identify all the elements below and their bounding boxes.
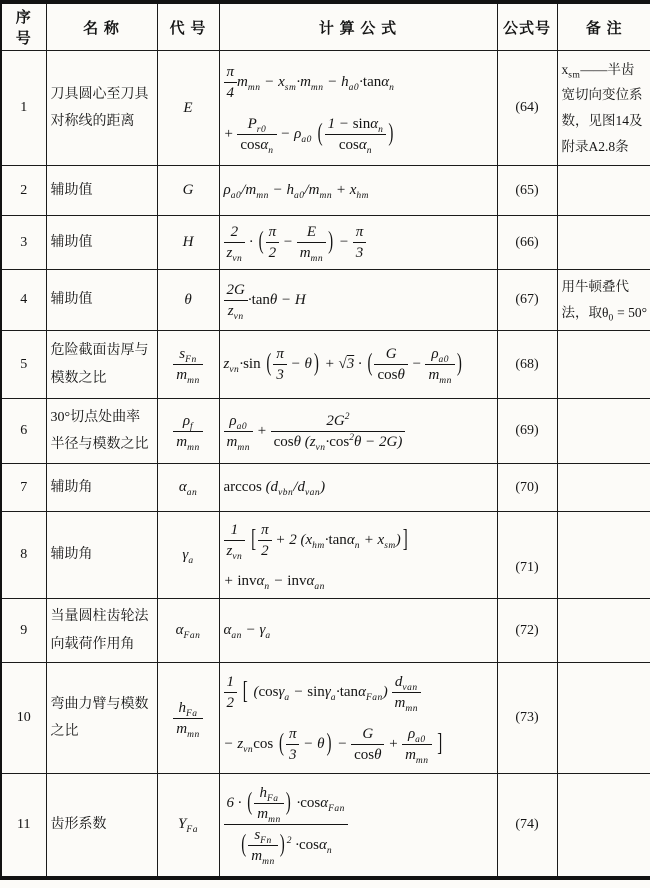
table-row	[1, 464, 650, 512]
remark-cell	[557, 599, 650, 663]
formula-cell	[219, 51, 497, 166]
table-row	[1, 599, 650, 663]
col-header-remark: 备 注	[557, 2, 650, 51]
table-row	[1, 270, 650, 331]
row-number-cell: 6	[1, 399, 46, 464]
formula-line: 6 · ( $h_{Fa}$ $m_{mn}$ ) ·cosα$_{Fan}$ ( $s_{Fn}$ $m_{mn}$ ) $^2$ ·cosα$_n$	[224, 784, 493, 865]
header-row	[1, 2, 650, 51]
formula-line: 2G $z_{vn}$ ·tanθ − H	[224, 281, 493, 320]
formula-number-cell: (70)	[497, 464, 557, 512]
row-number-cell: 3	[1, 216, 46, 270]
col-header-no: 序 号	[1, 2, 46, 51]
formula-line: $\alpha_{an} - \gamma_a$	[223, 622, 271, 641]
formula-number-cell: (64)	[497, 51, 557, 166]
table-row	[1, 399, 650, 464]
col-header-name: 名 称	[46, 2, 157, 51]
table-row	[1, 51, 650, 166]
formula-number-cell: (67)	[497, 270, 557, 331]
symbol-cell: E	[157, 51, 219, 166]
row-number-cell: 10	[1, 663, 46, 774]
formula-number-cell: (65)	[497, 166, 557, 216]
formula-number-cell: (71)	[497, 512, 557, 599]
symbol-cell: $\alpha_{an}$	[157, 464, 219, 512]
remark-cell	[557, 331, 650, 399]
symbol-cell: $h_{Fa}$ $m_{mn}$	[157, 663, 219, 774]
name-cell: 辅助角	[46, 464, 157, 512]
formula-line: $z_{vn}\cdot\sin$ ( $\frac{\pi}{3}$ − θ ) + √3 · ( $\frac{G}{\cos\theta}$ − $\rho_{a0}$ $m_{mn}$ )	[223, 346, 462, 386]
remark-cell: $x_{sm}——$半齿宽切向变位系数，见图14及附录A2.8条	[557, 51, 650, 166]
symbol-cell: $\rho_f$ $m_{mn}$	[157, 399, 219, 464]
name-cell: 齿形系数	[46, 774, 157, 878]
formula-number-cell: (68)	[497, 331, 557, 399]
table-row	[1, 331, 650, 399]
remark-cell	[557, 774, 650, 878]
formula-cell	[219, 331, 497, 399]
col-header-formula_no: 公式号	[497, 2, 557, 51]
name-cell: 辅助值	[46, 216, 157, 270]
remark-cell: 用牛顿叠代法，取$\theta_0 = 50^\circ$	[557, 270, 650, 331]
symbol-cell: $Y_{Fa}$	[157, 774, 219, 878]
table-row	[1, 216, 650, 270]
name-cell: 辅助角	[46, 512, 157, 599]
formula-cell	[219, 399, 497, 464]
remark-cell	[557, 663, 650, 774]
col-header-symbol: 代 号	[157, 2, 219, 51]
formula-line: $\rho_{a0}/m_{mn} - h_{a0}/m_{mn} + x_{hm}$	[223, 182, 369, 201]
row-number-cell: 11	[1, 774, 46, 878]
formula-line: $\rho_{a0}$ $m_{mn}$ + $2G^2$ cosθ $(z_{vn}\cdot\cos^2\theta - 2G)$	[224, 412, 493, 451]
formula-number-cell: (69)	[497, 399, 557, 464]
row-number-cell: 2	[1, 166, 46, 216]
row-number-cell: 8	[1, 512, 46, 599]
symbol-cell: H	[157, 216, 219, 270]
symbol-cell: $\gamma_a$	[157, 512, 219, 599]
formula-cell	[219, 512, 497, 599]
formula-cell	[219, 464, 497, 512]
name-cell: 当量圆柱齿轮法向载荷作用角	[46, 599, 157, 663]
remark-cell	[557, 464, 650, 512]
formula-line: 2 $z_{vn}$ · ( $\frac{\pi}{2}$ − E $m_{mn}$ ) − $\frac{\pi}{3}$	[224, 223, 493, 262]
formula-line: − $z_{vn}\cos$ ( $\frac{\pi}{3}$ − θ ) − $\frac{G}{\cos\theta}$ + $\rho_{a0}$ $m_{mn}$ ]	[223, 725, 443, 766]
row-number-cell: 5	[1, 331, 46, 399]
name-cell: 弯曲力臂与模数之比	[46, 663, 157, 774]
remark-cell	[557, 216, 650, 270]
table-body	[1, 51, 650, 878]
table-header	[1, 2, 650, 51]
name-cell: 辅助值	[46, 166, 157, 216]
formula-line: + invα$_n$ − invα$_{an}$	[223, 572, 325, 592]
name-cell: 30°切点处曲率半径与模数之比	[46, 399, 157, 464]
row-number-cell: 1	[1, 51, 46, 166]
formula-line: $\frac{1}{2}$ [ (cosγ$_a$ − sinγ$_a$·tanα$_{Fan}$) $d_{van}$ $m_{mn}$	[224, 673, 493, 712]
formula-cell	[219, 774, 497, 878]
remark-cell	[557, 399, 650, 464]
formula-cell	[219, 166, 497, 216]
formula-number-cell: (72)	[497, 599, 557, 663]
symbol-cell: θ	[157, 270, 219, 331]
formula-number-cell: (66)	[497, 216, 557, 270]
formula-number-cell: (74)	[497, 774, 557, 878]
col-header-formula: 计 算 公 式	[219, 2, 497, 51]
remark-cell	[557, 512, 650, 599]
row-number-cell: 7	[1, 464, 46, 512]
name-cell: 辅助值	[46, 270, 157, 331]
formula-cell	[219, 599, 497, 663]
formula-line: $\arccos (d_{vbn}/d_{van})$	[223, 479, 326, 498]
symbol-cell: G	[157, 166, 219, 216]
symbol-cell: $s_{Fn}$ $m_{mn}$	[157, 331, 219, 399]
remark-cell	[557, 166, 650, 216]
table-row	[1, 774, 650, 878]
formula-line: 1 $z_{vn}$ [ $\frac{\pi}{2}$ + 2 $(x_{hm}\cdot\tan\alpha_n + x_{sm})$ ]	[224, 521, 493, 560]
formula-line: + $\frac{P_{r0}}{\cos\alpha_n}$ − $\rho_{a0}$ ( $\frac{1 - \sin\alpha_n}{\cos\alpha_n}$ )	[223, 115, 394, 156]
formula-line: $\frac{\pi}{4}$ $m_{mn} - x_{sm}\cdot m_{mn} - h_{a0}\cdot\tan\alpha_n$	[224, 63, 493, 102]
formula-cell	[219, 216, 497, 270]
symbol-cell: $\alpha_{Fan}$	[157, 599, 219, 663]
table-row	[1, 663, 650, 774]
row-number-cell: 9	[1, 599, 46, 663]
formula-cell	[219, 270, 497, 331]
name-cell: 刀具圆心至刀具对称线的距离	[46, 51, 157, 166]
table-row	[1, 512, 650, 599]
name-cell: 危险截面齿厚与模数之比	[46, 331, 157, 399]
row-number-cell: 4	[1, 270, 46, 331]
table-row	[1, 166, 650, 216]
formula-number-cell: (73)	[497, 663, 557, 774]
formula-cell	[219, 663, 497, 774]
